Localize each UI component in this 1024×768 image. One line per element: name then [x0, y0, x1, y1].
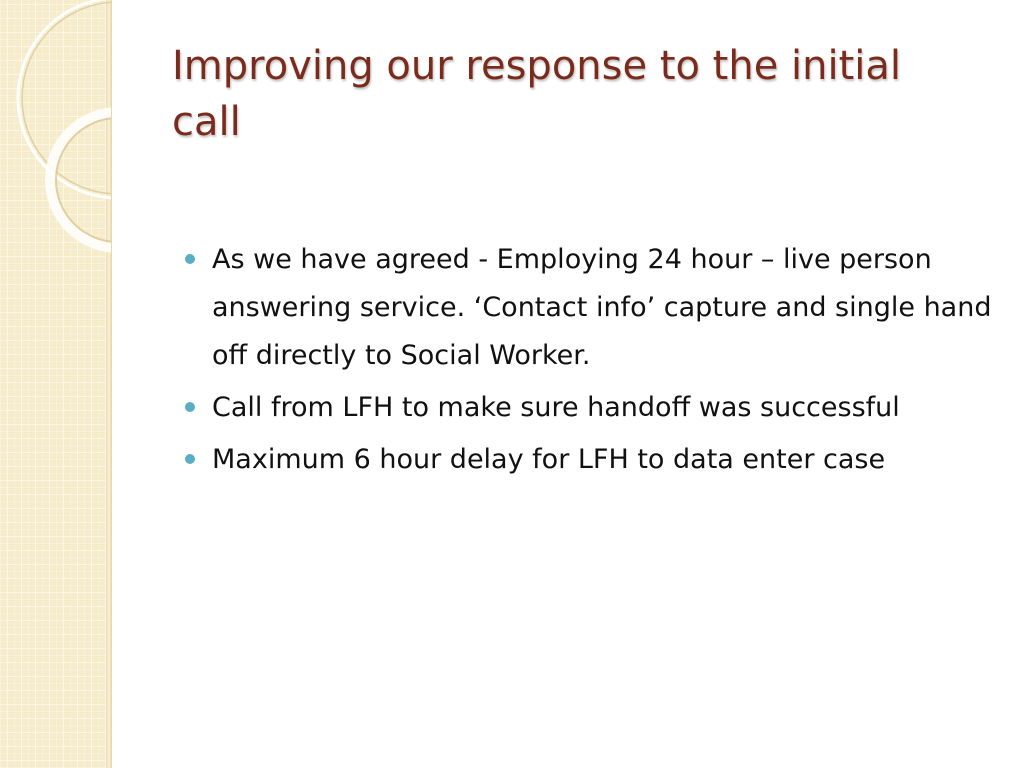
bullet-dot-icon [185, 254, 195, 264]
bullet-text: Call from LFH to make sure handoff was successful [212, 392, 900, 423]
bullet-text: As we have agreed - Employing 24 hour – live person answering service. ‘Contact info’ capture and single hand off directly to Social Worker. [212, 244, 992, 371]
bullet-item [185, 436, 995, 484]
bullet-item [185, 236, 995, 380]
decorative-rings-icon [0, 0, 111, 260]
bullet-dot-icon [185, 402, 195, 412]
bullet-list [185, 236, 995, 488]
bullet-dot-icon [185, 454, 195, 464]
bullet-item [185, 384, 995, 432]
bullet-text: Maximum 6 hour delay for LFH to data enter case [212, 444, 886, 475]
slide-title: Improving our response to the initial call [172, 43, 902, 145]
